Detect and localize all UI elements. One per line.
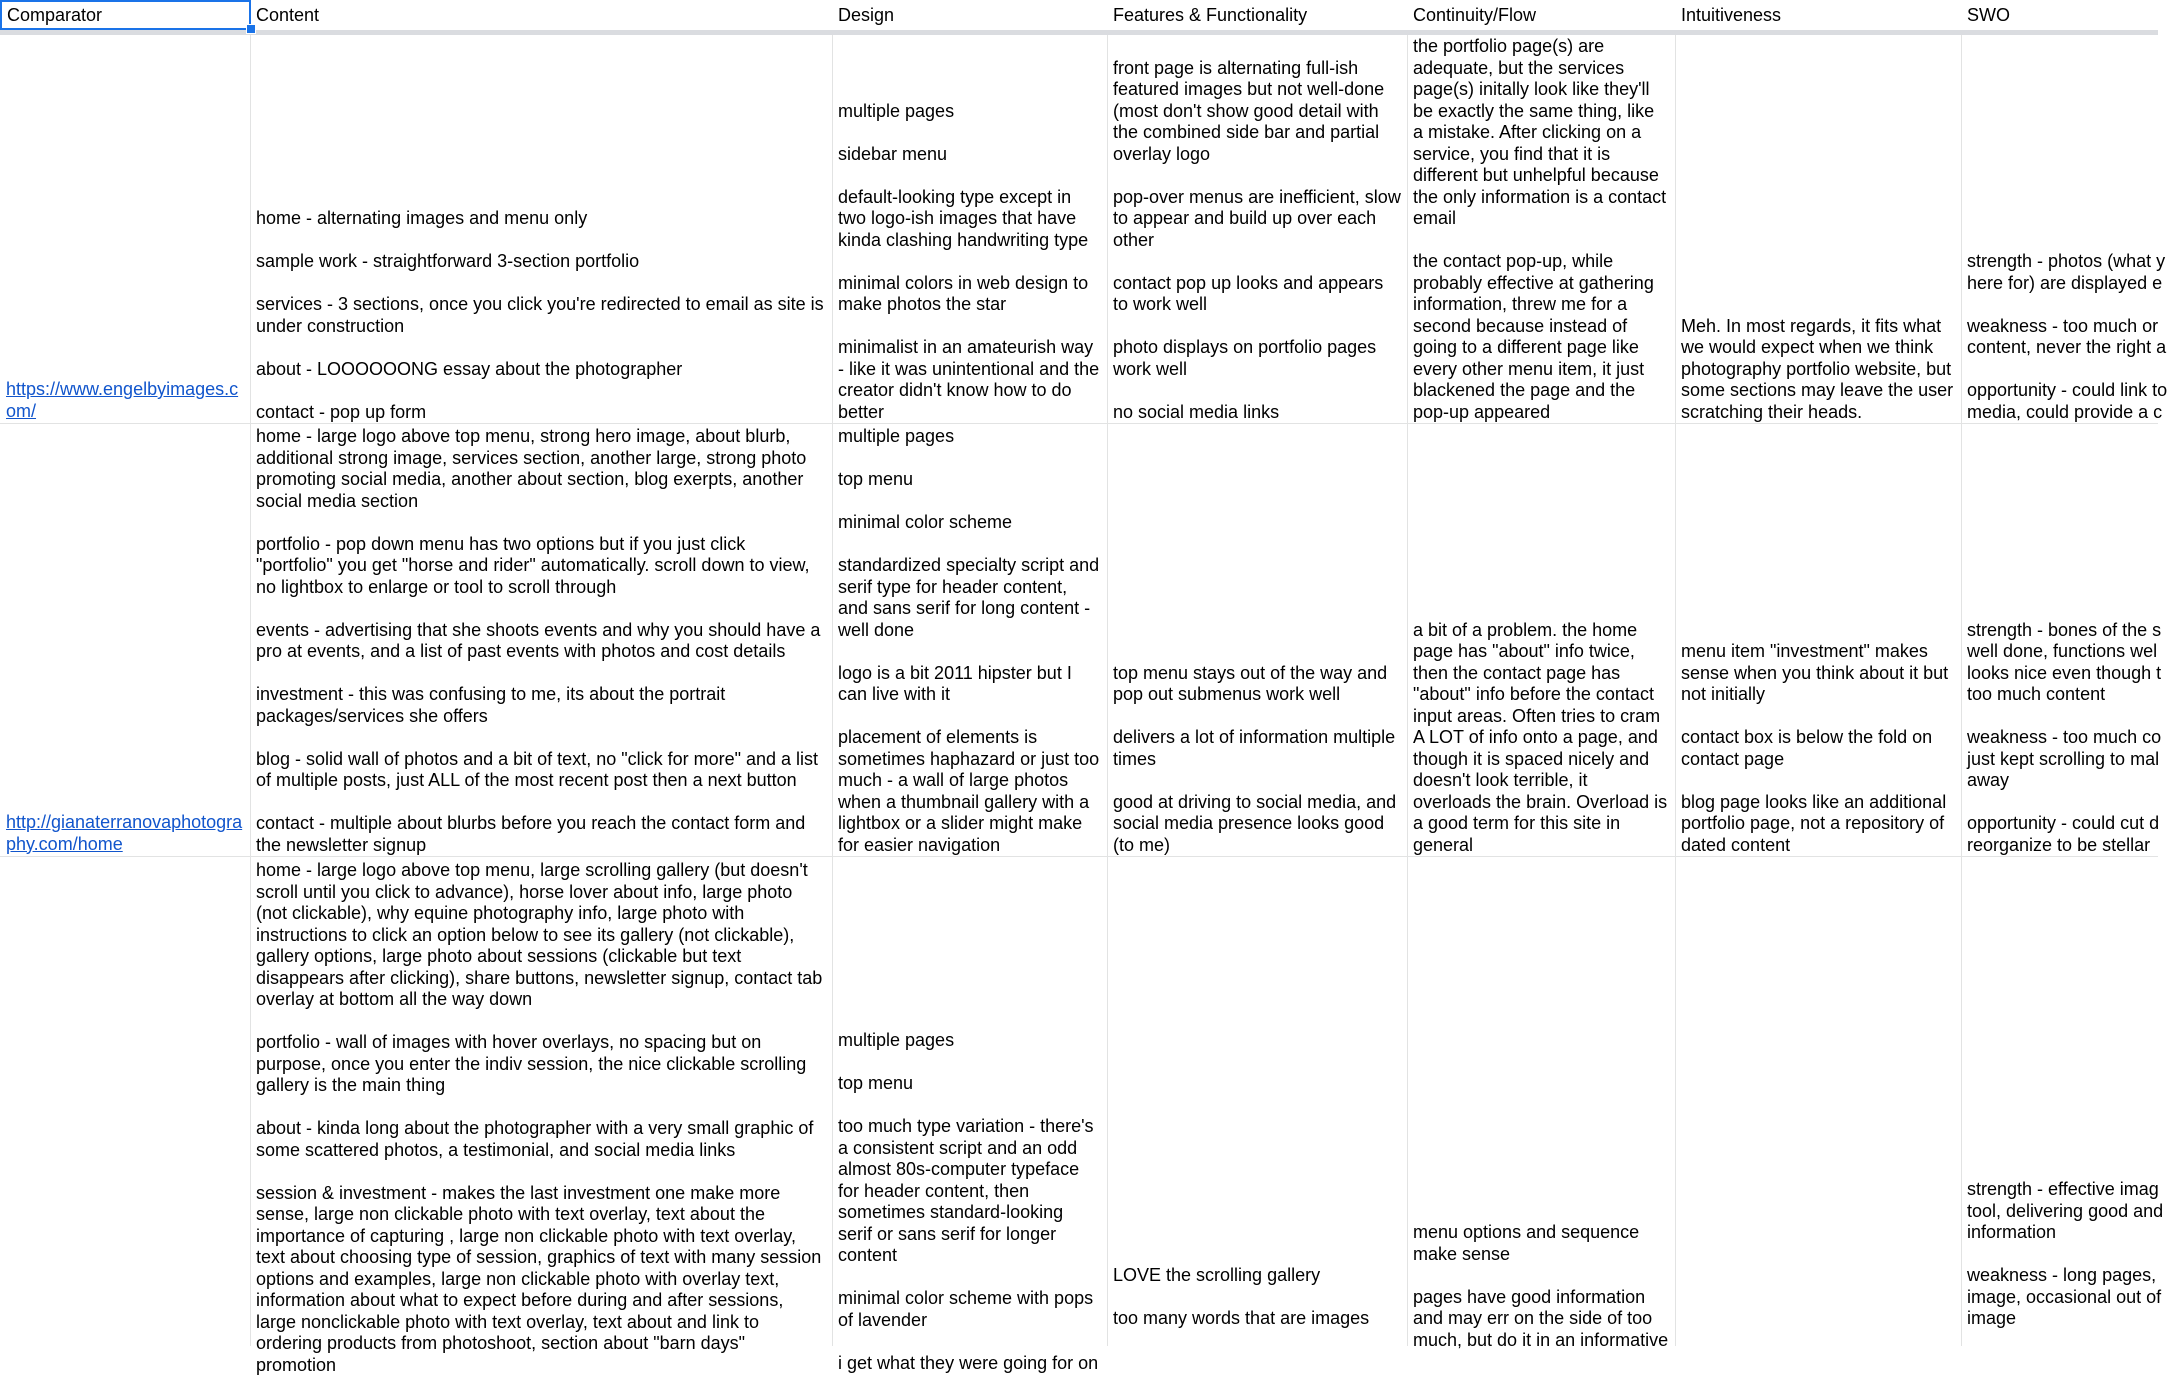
header-cell-swo[interactable]: SWO — [1967, 5, 2010, 25]
features-text: top menu stays out of the way and pop out submenus work well delivers a lot of information multiple times good at driving to social media, and social media presence looks good (to me) — [1113, 662, 1397, 855]
swo-text: strength - effective imag tool, delivering good and information weakness - long pages, image, occasional out of image — [1967, 1179, 2164, 1328]
cell-comparator[interactable] — [0, 857, 250, 1346]
comparator-link[interactable]: https://www.engelbyimages.com/ — [6, 379, 239, 421]
header-cell-content[interactable]: Content — [256, 5, 320, 25]
cell-design[interactable] — [832, 857, 1107, 1373]
swo-text: strength - bones of the s well done, functions wel looks nice even though t too much content weakness - too much co just kept scrolling to mal away opportunity - could cut d reorganize to be stellar — [1967, 619, 2162, 855]
cell-comparator[interactable] — [0, 35, 250, 423]
cell-swo[interactable] — [1961, 857, 2164, 1346]
swo-text: strength - photos (what y here for) are displayed e weakness - too much or content, never the right a opportunity - could link to media, could provide a c — [1967, 251, 2167, 422]
cell-intuitiveness[interactable] — [1675, 35, 1961, 423]
content-text: home - alternating images and menu only sample work - straightforward 3-section portfolio services - 3 sections, once you click you're redirected to email as site is under construction about - LOOOOOONG essay about the photographer contact - pop up form — [256, 208, 824, 422]
cell-swo[interactable] — [1961, 424, 2162, 856]
header-cell-features[interactable]: Features & Functionality — [1113, 5, 1308, 25]
cell-content[interactable] — [250, 424, 832, 856]
content-text: home - large logo above top menu, large scrolling gallery (but doesn't scroll until you click to advance), horse lover about info, large photo (not clickable), why equine photography info, large photo with instructions to click an option below to see its gallery (not clickable), gallery options, large photo about sessions (clickable but text disappears after clicking), share buttons, newsletter signup, contact tab overlay at bottom all the way down portfolio - wall of images with hover overlays, no spacing but on purpose, once you enter the indiv session, the nice clickable scrolling gallery is the main thing about - kinda long about the photographer with a very small graphic of some scattered photos, a testimonial, and social media links session & investment - makes the last investment one make more sense, large non clickable photo with text overlay, text about the importance of capturing , large non clickable photo with text overlay, text about choosing type of session, graphics of text with many session options and examples, large non clickable photo with overlay text, information about what to expect before during and after sessions, large nonclickable photo with text overlay, text about and link to ordering products from photoshoot, section about "barn days" promotion — [256, 860, 823, 1375]
content-text: home - large logo above top menu, strong hero image, about blurb, additional strong image, services section, another large, strong photo promoting social media, another about section, blog exerpts, another social media section portfolio - pop down menu has two options but if you just click "portfolio" you get "horse and rider" automatically. scroll down to view, no lightbox to enlarge or tool to scroll through events - advertising that she shoots events and why you should have a pro at events, and a list of past events with photos and cost details investment - this was confusing to me, its about the portrait packages/services she offers blog - solid wall of photos and a bit of text, no "click for more" and a list of multiple posts, just ALL of the most recent post then a next button contact - multiple about blurbs before you reach the contact form and the newsletter signup — [256, 426, 821, 855]
cell-content[interactable] — [250, 35, 832, 423]
features-text: front page is alternating full-ish featured images but not well-done (most don't show good detail with the combined side bar and partial overlay logo pop-over menus are inefficient, slow to appear and build up over each other contact pop up looks and appears to work well photo displays on portfolio pages work well no social media links — [1113, 57, 1401, 422]
design-text: multiple pages sidebar menu default-looking type except in two logo-ish images that have kinda clashing handwriting type minimal colors in web design to make photos the star minimalist in an amateurish way - like it was unintentional and the creator didn't know how to do better — [838, 100, 1100, 422]
cell-content[interactable] — [250, 857, 832, 1375]
header-cell-comparator[interactable]: Comparator — [0, 0, 251, 30]
header-row — [0, 0, 2158, 35]
continuity-text: a bit of a problem. the home page has "about" info twice, then the contact page has "about" info before the contact input areas. Often tries to cram A LOT of info onto a page, and though it is spaced nicely and doesn't look terrible, it overloads the brain. Overload is a good term for this site in general — [1413, 619, 1673, 855]
design-text: multiple pages top menu minimal color scheme standardized specialty script and serif type for header content, and sans serif for long content - well done logo is a bit 2011 hipster but I can live with it placement of elements is sometimes haphazard or just too much - a wall of large photos when a thumbnail gallery with a lightbox or a slider might make for easier navigation — [838, 426, 1100, 855]
cell-swo[interactable] — [1961, 35, 2167, 423]
cell-intuitiveness[interactable] — [1675, 857, 1961, 1346]
design-text: multiple pages top menu too much type variation - there's a consistent script and an odd almost 80s-computer typeface for header content, then sometimes standard-looking serif or sans serif for longer content minimal color scheme with pops of lavender i get what they were going for on — [838, 1030, 1099, 1373]
cell-design[interactable] — [832, 424, 1107, 856]
cell-design[interactable] — [832, 35, 1107, 423]
intuitiveness-text: menu item "investment" makes sense when you think about it but not initially contact box is below the fold on contact page blog page looks like an additional portfolio page, not a repository of dated content — [1681, 641, 1949, 855]
continuity-text: the portfolio page(s) are adequate, but the services page(s) initally look like they'll be exactly the same thing, like a mistake. After clicking on a service, you find that it is different but unhelpful because the only information is a contact email the contact pop-up, while probably effective at gathering information, threw me for a second because instead of going to a different page like every other menu item, it just blackened the page and the pop-up appeared — [1413, 36, 1667, 422]
continuity-text: menu options and sequence make sense pages have good information and may err on the side of too much, but do it in an informative — [1413, 1222, 1669, 1350]
header-cell-intuitiveness[interactable]: Intuitiveness — [1681, 5, 1782, 25]
cell-continuity[interactable] — [1407, 857, 1675, 1350]
table-row — [0, 424, 2162, 856]
features-text: LOVE the scrolling gallery too many words that are images — [1113, 1265, 1370, 1328]
cell-continuity[interactable] — [1407, 35, 1675, 423]
table-row — [0, 35, 2167, 423]
cell-features[interactable] — [1107, 857, 1407, 1346]
cell-continuity[interactable] — [1407, 424, 1675, 856]
intuitiveness-text: Meh. In most regards, it fits what we would expect when we think photography portfolio website, but some sections may leave the user scratching their heads. — [1681, 315, 1959, 422]
cell-comparator[interactable] — [0, 424, 250, 856]
cell-intuitiveness[interactable] — [1675, 424, 1961, 856]
table-row — [0, 857, 2164, 1375]
comparator-link[interactable]: http://gianaterranovaphotography.com/home — [6, 812, 243, 854]
header-cell-design[interactable]: Design — [838, 5, 895, 25]
cell-features[interactable] — [1107, 35, 1407, 423]
header-cell-continuity[interactable]: Continuity/Flow — [1413, 5, 1537, 25]
cell-features[interactable] — [1107, 424, 1407, 856]
